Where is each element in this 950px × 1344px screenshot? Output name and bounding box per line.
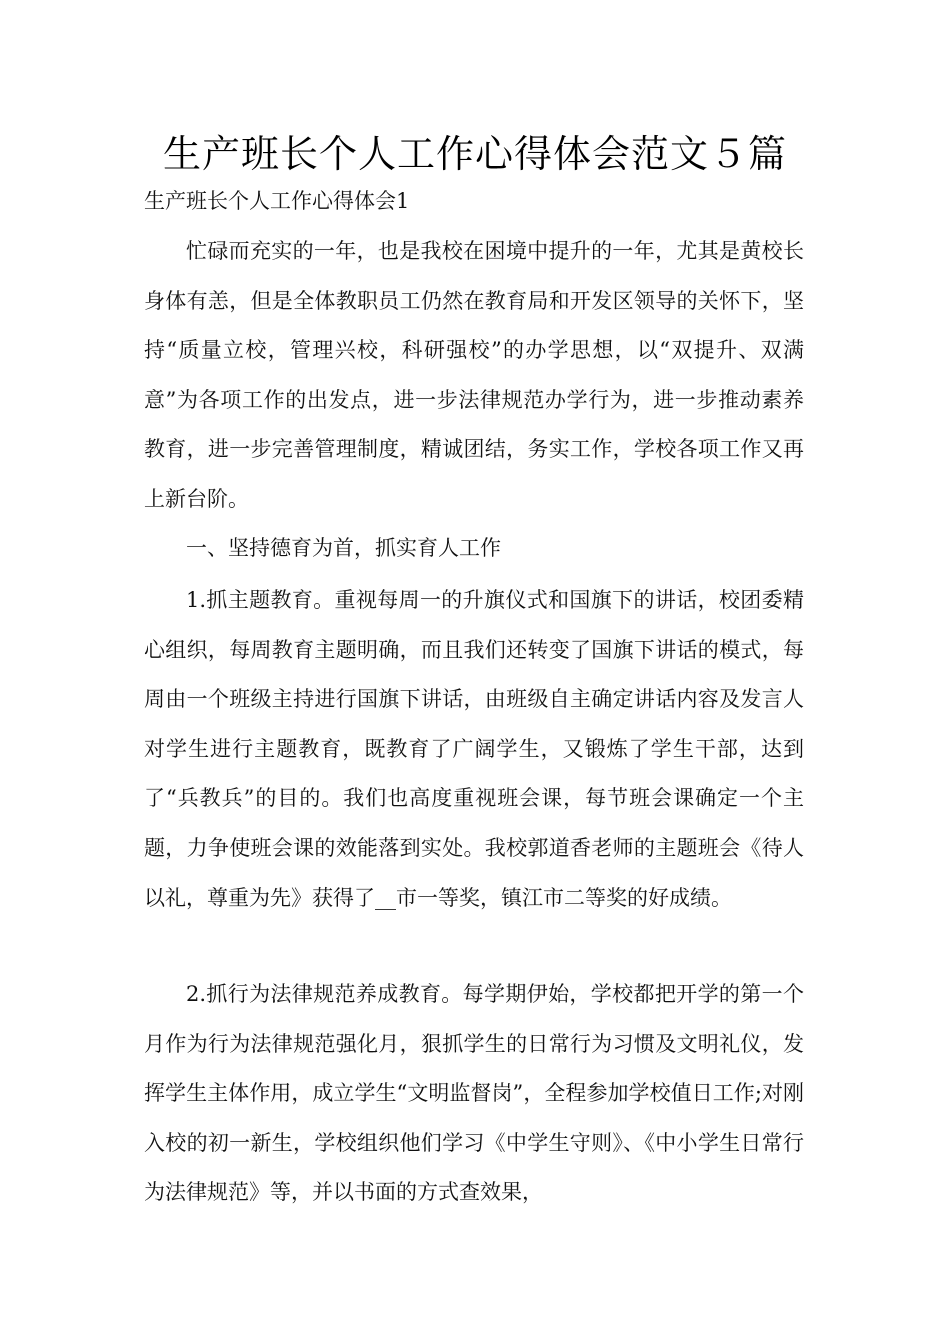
paragraph-behavior-education: 2.抓行为法律规范养成教育。每学期伊始，学校都把开学的第一个月作为行为法律规范强化月，狠抓学生的日常行为习惯及文明礼仪，发挥学生主体作用，成立学生“文明监督岗”，全程参加学校值日工作;对刚入校的初一新生，学校组织他们学习《中学生守则》、《中小学生日常行为法律规范》等，并以书面的方式查效果， [144,982,804,1205]
section-heading: 生产班长个人工作心得体会1 [144,189,410,213]
paragraph-theme-education: 1.抓主题教育。重视每周一的升旗仪式和国旗下的讲话，校团委精心组织，每周教育主题明确，而且我们还转变了国旗下讲话的模式，每周由一个班级主持进行国旗下讲话，由班级自主确定讲话内容及发言人对学生进行主题教育，既教育了广阔学生，又锻炼了学生干部，达到了“兵教兵”的目的。我们也高度重视班会课，每节班会课确定一个主题，力争使班会课的效能落到实处。我校郭道香老师的主题班会《待人以礼，尊重为先》获得了__市一等奖，镇江市二等奖的好成绩。 [144,588,804,910]
paragraph-heading-moral-education: 一、坚持德育为首，抓实育人工作 [186,536,501,560]
document-title: 生产班长个人工作心得体会范文５篇 [162,132,787,176]
paragraph-intro: 忙碌而充实的一年，也是我校在困境中提升的一年，尤其是黄校长身体有恙，但是全体教职员工仍然在教育局和开发区领导的关怀下，坚持“质量立校，管理兴校，科研强校”的办学思想，以“双提升、双满意”为各项工作的出发点，进一步法律规范办学行为，进一步推动素养教育，进一步完善管理制度，精诚团结，务实工作，学校各项工作又再上新台阶。 [144,239,804,511]
